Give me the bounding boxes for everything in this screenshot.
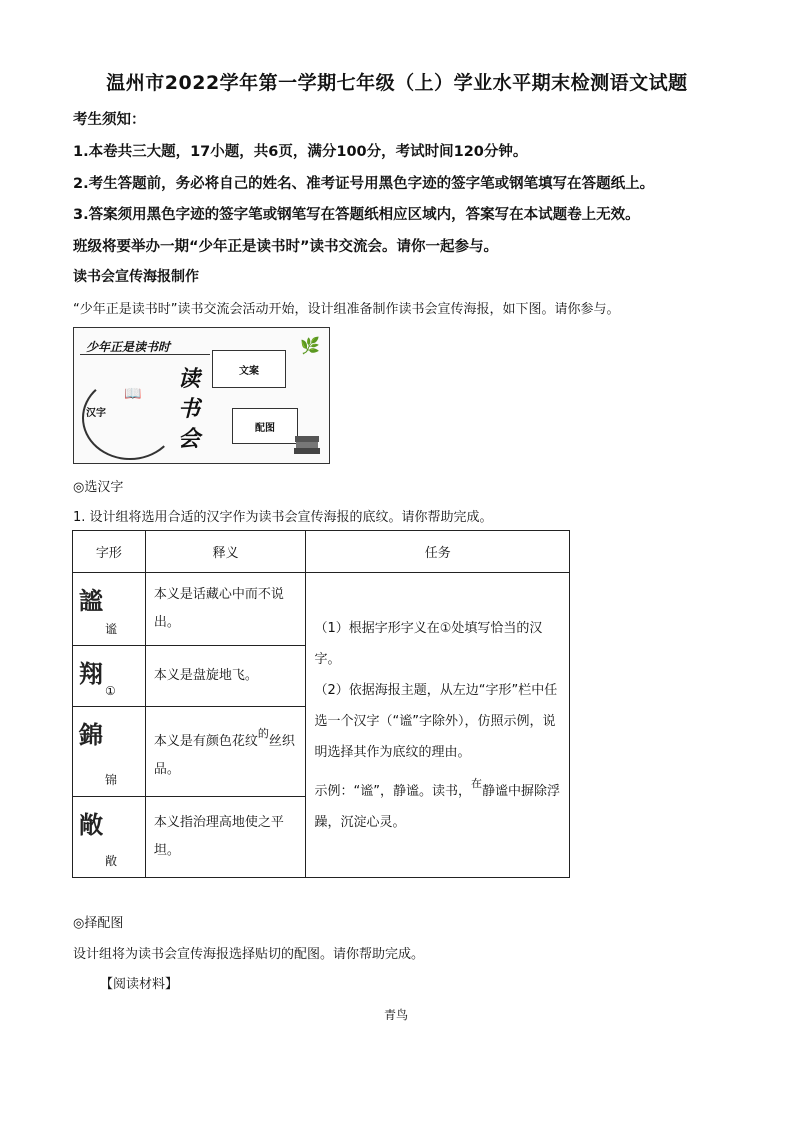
task-cell	[306, 573, 570, 878]
poster-box-wenan: 文案	[212, 350, 286, 388]
section-desc-poster: “少年正是读书时”读书交流会活动开始，设计组准备制作读书会宣传海报，如下图。请你参与。	[73, 302, 620, 317]
plant-icon: 🌿	[300, 336, 320, 355]
table-header: 字形	[73, 531, 146, 573]
poster-big-char: 读	[178, 366, 201, 392]
glyph-label: 锦	[105, 773, 118, 787]
task-example: 示例：“谧”，静谧。读书，$^在$静谧中摒除浮躁，沉淀心灵。	[314, 776, 560, 830]
hanzi-task-table	[72, 530, 570, 878]
glyph-image: 錦	[79, 720, 103, 749]
notice-item-2: 2.考生答题前，务必将自己的姓名、准考证号用黑色字迹的签字笔或钢笔填写在答题纸上。	[73, 176, 655, 192]
question-1: 1. 设计组将选用合适的汉字作为读书会宣传海报的底纹。请你帮助完成。	[73, 510, 493, 525]
poster-hanzi-label: 汉字	[86, 408, 106, 419]
poster-big-text	[178, 364, 208, 454]
meaning-cell: 本义是盘旋地飞。	[145, 646, 306, 707]
question-peitu: 设计组将为读书会宣传海报选择贴切的配图。请你帮助完成。	[73, 947, 425, 962]
section-heading-hanzi: ◎选汉字	[73, 480, 124, 495]
glyph-label: 敞	[105, 854, 118, 868]
poem-title: 青鸟	[384, 1008, 409, 1022]
section-title-poster: 读书会宣传海报制作	[73, 269, 199, 285]
poster-image	[73, 327, 330, 464]
notice-item-3: 3.答案须用黑色字迹的签字笔或钢笔写在答题纸相应区域内，答案写在本试题卷上无效。	[73, 207, 640, 223]
notice-item-1: 1.本卷共三大题，17小题，共6页，满分100分，考试时间120分钟。	[73, 144, 528, 160]
poster-big-char: 书	[178, 396, 201, 422]
table-row	[73, 573, 570, 646]
poster-title: 少年正是读书时	[86, 340, 171, 354]
section-heading-peitu: ◎择配图	[73, 916, 124, 931]
task-part-2: （2）依据海报主题，从左边“字形”栏中任选一个汉字（“谧”字除外），仿照示例，说明选择其作为底纹的理由。	[314, 682, 558, 760]
glyph-label: 谧	[105, 622, 118, 636]
book-icon: 📖	[124, 386, 142, 402]
notice-intro: 班级将要举办一期“少年正是读书时”读书交流会。请你一起参与。	[73, 239, 499, 255]
poster-big-char: 会	[178, 426, 201, 452]
task-part-1: （1）根据字形字义在①处填写恰当的汉字。	[314, 620, 543, 667]
glyph-image: 謐	[79, 586, 103, 615]
poster-underline	[80, 354, 210, 355]
table-header: 释义	[145, 531, 306, 573]
page-title: 温州市2022学年第一学期七年级（上）学业水平期末检测语文试题	[106, 72, 688, 94]
notice-heading: 考生须知：	[73, 112, 146, 128]
table-header: 任务	[306, 531, 570, 573]
meaning-cell: 本义是有颜色花纹$^的$丝织品。	[145, 707, 306, 797]
glyph-image: 敞	[79, 810, 103, 839]
meaning-cell: 本义指治理高地使之平坦。	[145, 797, 306, 878]
glyph-label: ①	[105, 684, 116, 698]
glyph-image: 翔	[79, 659, 103, 688]
reading-material-label: 【阅读材料】	[100, 977, 179, 992]
books-stack-icon	[292, 432, 322, 456]
poster-box-peitu: 配图	[232, 408, 298, 444]
meaning-cell: 本义是话藏心中而不说出。	[145, 573, 306, 646]
